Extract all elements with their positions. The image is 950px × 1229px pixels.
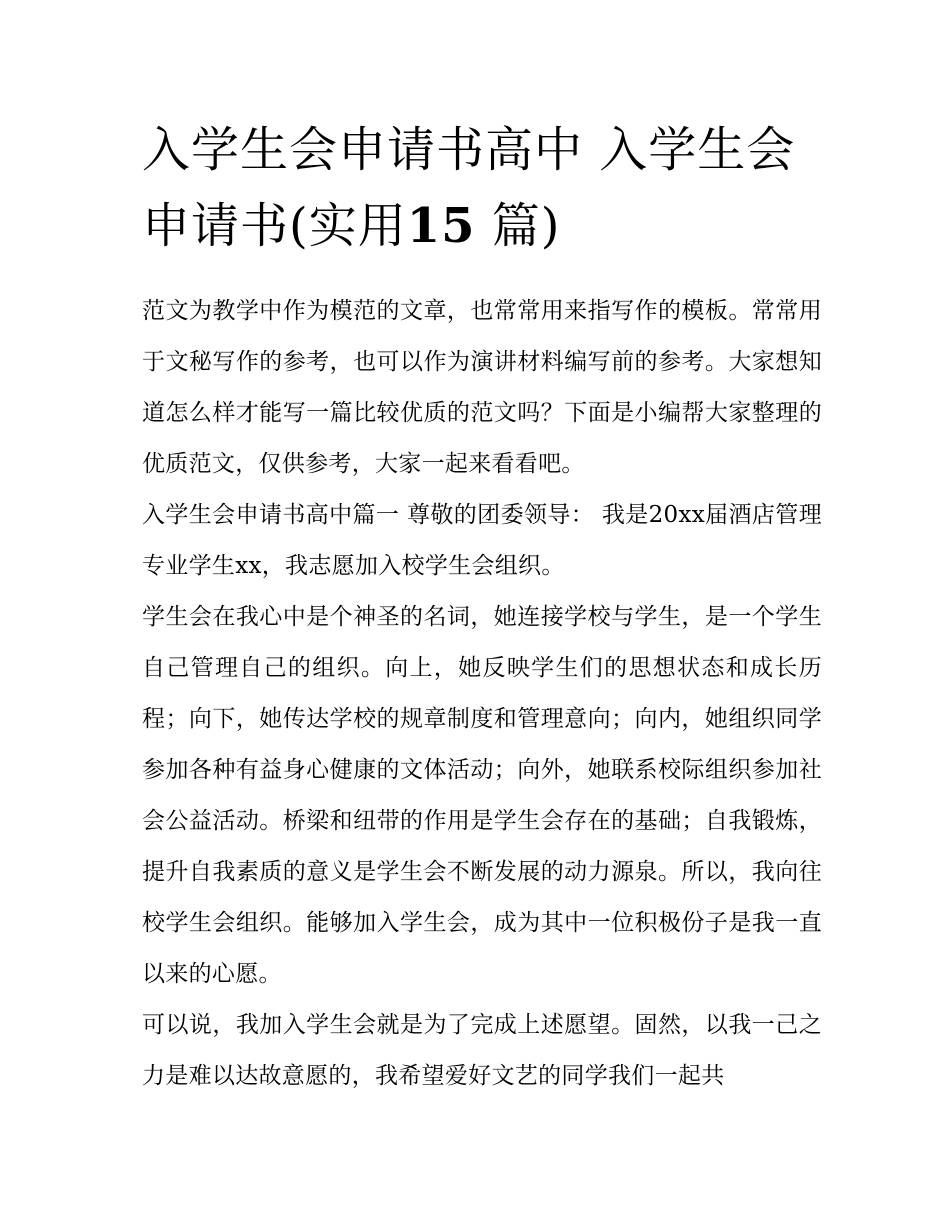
paragraph-wish: 可以说，我加入学生会就是为了完成上述愿望。固然，以我一己之力是难以达故意愿的，我希望爱好文艺的同学我们一起共 — [142, 1012, 822, 1089]
paragraph-student-union: 学生会在我心中是个神圣的名词，她连接学校与学生，是一个学生自己管理自己的组织。向上，她反映学生们的思想状态和成长历程；向下，她传达学校的规章制度和管理意向；向内，她组织同学参加各种有益身心健康的文体活动；向外，她联系校际组织参加社会公益活动。桥梁和纽带的作用是学生会存在的基础；自我锻炼，提升自我素质的意义是学生会不断发展的动力源泉。所以，我向往校学生会组织。能够加入学生会，成为其中一位积极份子是我一直以来的心愿。 — [142, 604, 822, 987]
document-body — [142, 112, 822, 1102]
paragraph-intro: 范文为教学中作为模范的文章，也常常用来指写作的模板。常常用于文秘写作的参考，也可以作为演讲材料编写前的参考。大家想知道怎么样才能写一篇比较优质的范文吗？下面是小编帮大家整理的优质范文，仅供参考，大家一起来看看吧。 — [142, 298, 822, 477]
title-number: 15 — [406, 198, 476, 254]
title-text-part1: 入学生会申请书高中 入学生会申请书(实用 — [142, 122, 796, 254]
title-text-part2: 篇) — [491, 198, 561, 254]
document-title — [142, 112, 822, 264]
paragraph-greeting: 入学生会申请书高中篇一 尊敬的团委领导： 我是20xx届酒店管理专业学生xx，我志愿加入校学生会组织。 — [142, 502, 822, 579]
